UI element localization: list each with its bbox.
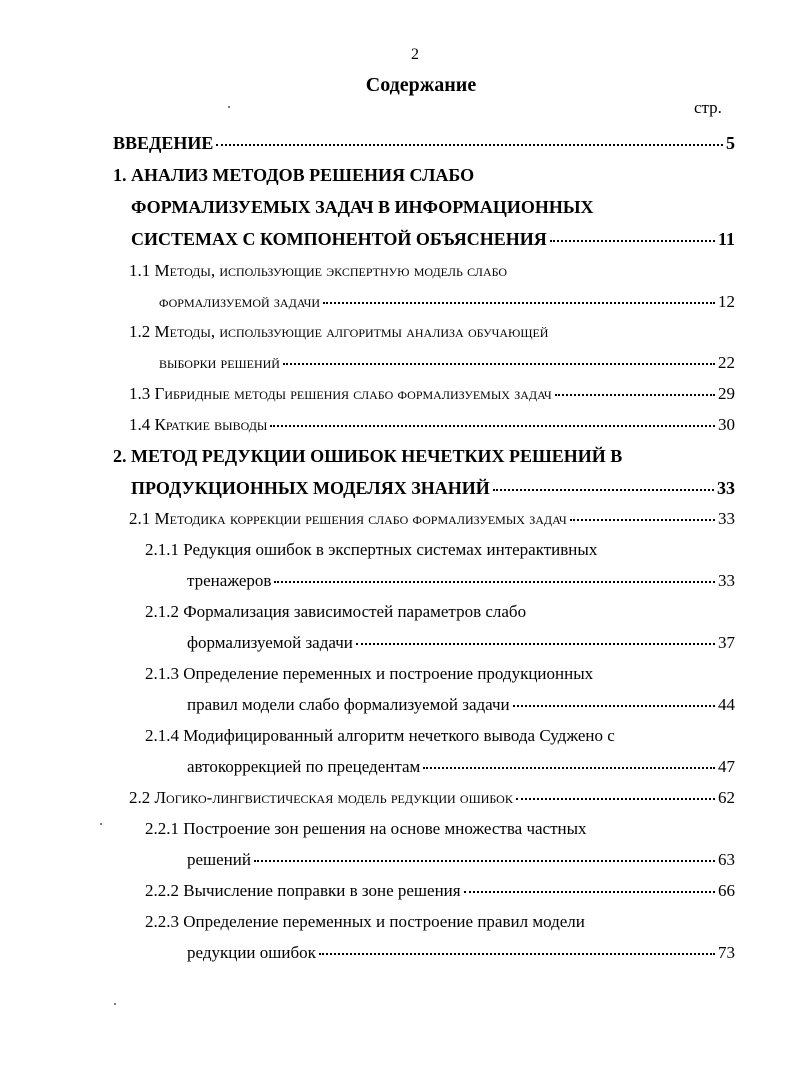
toc-entry-page: 5 — [726, 133, 735, 153]
toc-entry-title: ВВЕДЕНИЕ — [113, 133, 214, 153]
toc-entry-2-2-1[interactable] — [145, 819, 735, 839]
toc-entry-2-2-3[interactable] — [145, 912, 735, 932]
toc-entry-1-1-end[interactable] — [159, 292, 735, 312]
toc-entry-page: 33 — [717, 478, 735, 498]
page-number: 2 — [411, 46, 419, 63]
toc-entry-2-1-2[interactable] — [145, 602, 735, 622]
toc-entry-2-1-3[interactable] — [145, 664, 735, 684]
dot-leader — [270, 425, 715, 427]
toc-entry-2-1-4-end[interactable] — [187, 757, 735, 777]
toc-entry-page: 47 — [718, 757, 735, 776]
toc-entry-introduction[interactable] — [113, 133, 735, 154]
toc-entry-title: 1.3 Гибридные методы решения слабо формализуемых задач — [129, 384, 552, 403]
toc-entry-2-2-3-end[interactable] — [187, 943, 735, 963]
dot-leader — [516, 798, 715, 800]
toc-entry-2-2-2[interactable] — [145, 881, 735, 901]
toc-entry-title: 2. МЕТОД РЕДУКЦИИ ОШИБОК НЕЧЕТКИХ РЕШЕНИЙ В — [113, 446, 623, 466]
toc-entry-title: выборки решений — [159, 353, 280, 372]
toc-entry-2-1-2-end[interactable] — [187, 633, 735, 653]
toc-entry-page: 22 — [718, 353, 735, 372]
toc-entry-page: 11 — [717, 229, 735, 249]
toc-entry-title: 2.2.1 Построение зон решения на основе множества частных — [145, 819, 587, 838]
toc-entry-title: 2.2.2 Вычисление поправки в зоне решения — [145, 881, 461, 900]
toc-entry-title: автокоррекцией по прецедентам — [187, 757, 421, 776]
toc-entry-title: формализуемой задачи — [187, 633, 353, 652]
toc-entry-1-2-end[interactable] — [159, 353, 735, 373]
toc-entry-title: формализуемой задачи — [159, 292, 321, 311]
toc-entry-page: 37 — [718, 633, 735, 652]
toc-entry-title: ФОРМАЛИЗУЕМЫХ ЗАДАЧ В ИНФОРМАЦИОННЫХ — [131, 197, 594, 217]
toc-entry-page: 33 — [718, 571, 735, 590]
scan-speck — [114, 1003, 116, 1005]
toc-entry-1-1[interactable] — [129, 261, 735, 281]
dot-leader — [550, 240, 715, 242]
toc-entry-1-2[interactable] — [129, 322, 735, 342]
toc-entry-1-3[interactable] — [129, 384, 735, 404]
toc-entry-title: правил модели слабо формализуемой задачи — [187, 695, 510, 714]
toc-entry-2-2-1-end[interactable] — [187, 850, 735, 870]
dot-leader — [323, 302, 715, 304]
toc-entry-1-4[interactable] — [129, 415, 735, 435]
toc-entry-chapter-1-end[interactable] — [131, 229, 735, 250]
toc-entry-title: ПРОДУКЦИОННЫХ МОДЕЛЯХ ЗНАНИЙ — [131, 478, 490, 498]
dot-leader — [283, 363, 715, 365]
toc-entry-title: тренажеров — [187, 571, 272, 590]
toc-entry-title: 2.1.2 Формализация зависимостей параметров слабо — [145, 602, 527, 621]
dot-leader — [274, 581, 715, 583]
toc-entry-title: 2.2.3 Определение переменных и построение правил модели — [145, 912, 585, 931]
dot-leader — [493, 489, 714, 491]
toc-entry-page: 33 — [718, 509, 735, 528]
toc-entry-title: 1.2 Методы, использующие алгоритмы анализа обучающей — [129, 322, 549, 341]
toc-entry-title: решений — [187, 850, 251, 869]
toc-entry-title: 2.1.1 Редукция ошибок в экспертных системах интерактивных — [145, 540, 598, 559]
toc-entry-2-1-1[interactable] — [145, 540, 735, 560]
dot-leader — [216, 144, 723, 146]
scan-speck — [100, 823, 102, 825]
toc-entry-page: 44 — [718, 695, 735, 714]
toc-entry-title: 2.1 Методика коррекции решения слабо формализуемых задач — [129, 509, 567, 528]
toc-entry-title: редукции ошибок — [187, 943, 316, 962]
toc-entry-title: 2.2 Логико-лингвистическая модель редукции ошибок — [129, 788, 513, 807]
toc-entry-page: 66 — [718, 881, 735, 900]
toc-entry-title: 1.4 Краткие выводы — [129, 415, 268, 434]
toc-entry-2-2[interactable] — [129, 788, 735, 808]
scan-speck — [228, 106, 230, 108]
toc-entry-page: 30 — [718, 415, 735, 434]
toc-entry-page: 12 — [718, 292, 735, 311]
dot-leader — [555, 394, 715, 396]
dot-leader — [513, 705, 715, 707]
toc-entry-page: 63 — [718, 850, 735, 869]
dot-leader — [464, 891, 715, 893]
dot-leader — [254, 860, 715, 862]
toc-entry-chapter-2[interactable] — [113, 446, 735, 467]
page-title: Содержание — [365, 74, 477, 96]
toc-entry-title: 1.1 Методы, использующие экспертную модель слабо — [129, 261, 508, 280]
toc-entry-title: 1. АНАЛИЗ МЕТОДОВ РЕШЕНИЯ СЛАБО — [113, 165, 475, 185]
dot-leader — [319, 953, 715, 955]
page-column-label: стр. — [694, 98, 722, 117]
toc-entry-2-1-1-end[interactable] — [187, 571, 735, 591]
toc-entry-chapter-1-cont[interactable] — [131, 197, 735, 218]
toc-entry-2-1-4[interactable] — [145, 726, 735, 746]
toc-entry-2-1[interactable] — [129, 509, 735, 529]
toc-entry-title: 2.1.4 Модифицированный алгоритм нечеткого вывода Суджено с — [145, 726, 615, 745]
toc-entry-2-1-3-end[interactable] — [187, 695, 735, 715]
toc-entry-chapter-1[interactable] — [113, 165, 735, 186]
dot-leader — [356, 643, 715, 645]
toc-entry-title: 2.1.3 Определение переменных и построение продукционных — [145, 664, 594, 683]
toc-entry-page: 62 — [718, 788, 735, 807]
toc-entry-title: СИСТЕМАХ С КОМПОНЕНТОЙ ОБЪЯСНЕНИЯ — [131, 229, 547, 249]
dot-leader — [423, 767, 715, 769]
toc-entry-chapter-2-end[interactable] — [131, 478, 735, 499]
toc-entry-page: 73 — [718, 943, 735, 962]
dot-leader — [570, 519, 715, 521]
toc-entry-page: 29 — [718, 384, 735, 403]
